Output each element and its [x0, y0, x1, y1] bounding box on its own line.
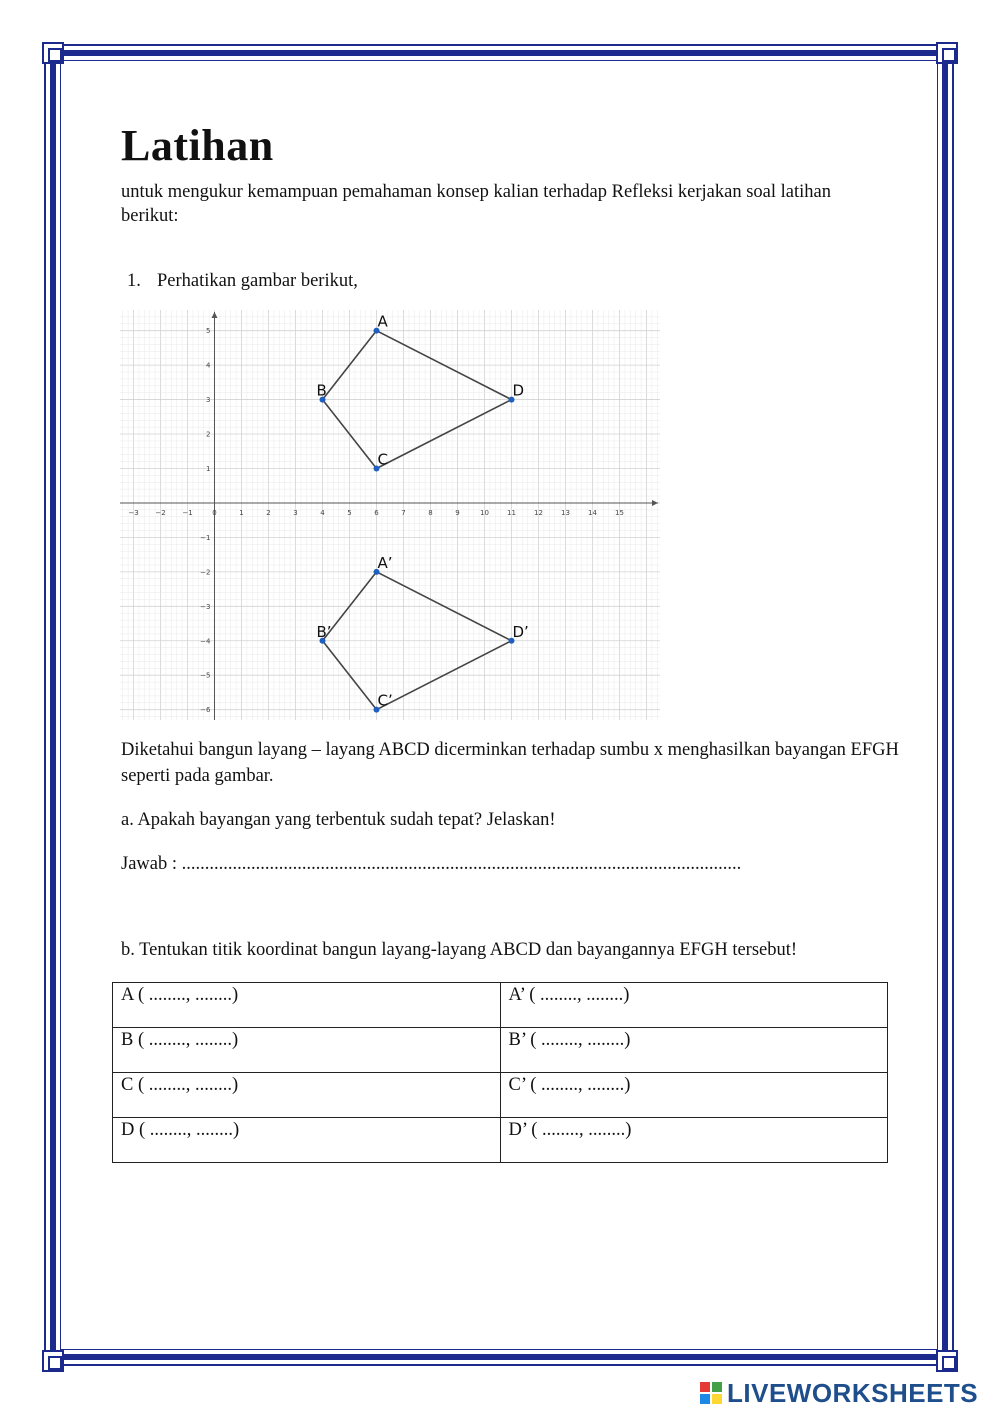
coordinates-table	[112, 982, 888, 1163]
table-row	[113, 1028, 888, 1073]
logo-square	[700, 1382, 710, 1392]
logo-icon	[700, 1382, 722, 1404]
coord-cell-b-prime[interactable]: B’ ( ........, ........)	[500, 1028, 888, 1073]
x-tick-label: 11	[507, 508, 516, 517]
page-title: Latihan	[121, 121, 274, 170]
coord-cell-d[interactable]: D ( ........, ........)	[113, 1118, 501, 1163]
coordinate-graph	[120, 310, 660, 720]
point-label: A’	[377, 553, 393, 572]
answer-line[interactable]: Jawab : .........................................................................................................................	[121, 854, 742, 874]
x-tick-label: −3	[128, 508, 139, 517]
border-corner-bottom-right	[936, 1350, 958, 1372]
y-tick-label: 5	[206, 327, 211, 336]
y-axis-arrow	[212, 312, 218, 318]
border-corner-bottom-left	[42, 1350, 64, 1372]
table-row	[113, 1118, 888, 1163]
intro-text: untuk mengukur kemampuan pemahaman konsep kalian terhadap Refleksi kerjakan soal latihan berikut:	[121, 182, 831, 226]
y-tick-label: −6	[200, 706, 211, 715]
point-label: D	[512, 381, 525, 400]
point-label: D’	[512, 622, 529, 641]
x-tick-label: 7	[401, 508, 406, 517]
point-label: B	[316, 381, 327, 400]
logo-square	[712, 1382, 722, 1392]
logo-square	[700, 1394, 710, 1404]
x-tick-label: 6	[374, 508, 379, 517]
x-tick-label: 9	[455, 508, 460, 517]
y-tick-label: −3	[200, 602, 211, 611]
x-tick-label: 5	[347, 508, 352, 517]
table-row	[113, 1073, 888, 1118]
y-tick-label: 3	[206, 396, 211, 405]
logo-text: LIVEWORKSHEETS	[727, 1377, 979, 1408]
x-tick-label: 1	[239, 508, 244, 517]
description-text: Diketahui bangun layang – layang ABCD dicerminkan terhadap sumbu x menghasilkan bayangan EFGH seperti pada gambar.	[121, 740, 899, 786]
question-1-text: Perhatikan gambar berikut,	[157, 271, 358, 291]
x-tick-label: 10	[480, 508, 489, 517]
point-label: A	[377, 312, 388, 331]
x-tick-label: −2	[155, 508, 166, 517]
point-label: C	[377, 450, 388, 469]
question-1-number: 1.	[127, 271, 141, 291]
coord-cell-a[interactable]: A ( ........, ........)	[113, 983, 501, 1028]
x-tick-label: −1	[182, 508, 193, 517]
coord-cell-c-prime[interactable]: C’ ( ........, ........)	[500, 1073, 888, 1118]
question-b: b. Tentukan titik koordinat bangun layang-layang ABCD dan bayangannya EFGH tersebut!	[121, 940, 798, 960]
x-tick-label: 12	[534, 508, 543, 517]
x-tick-label: 0	[212, 508, 217, 517]
y-tick-label: 1	[206, 464, 211, 473]
x-tick-label: 15	[615, 508, 624, 517]
x-tick-label: 14	[588, 508, 597, 517]
coord-cell-a-prime[interactable]: A’ ( ........, ........)	[500, 983, 888, 1028]
y-tick-label: −1	[200, 533, 211, 542]
x-tick-label: 2	[266, 508, 271, 517]
y-tick-label: −4	[200, 637, 211, 646]
question-a: a. Apakah bayangan yang terbentuk sudah tepat? Jelaskan!	[121, 810, 556, 830]
question-1	[127, 271, 358, 292]
table-row	[113, 983, 888, 1028]
point-label: B’	[316, 622, 332, 641]
coord-cell-d-prime[interactable]: D’ ( ........, ........)	[500, 1118, 888, 1163]
border-corner-top-left	[42, 42, 64, 64]
coord-cell-b[interactable]: B ( ........, ........)	[113, 1028, 501, 1073]
x-tick-label: 13	[561, 508, 570, 517]
border-corner-top-right	[936, 42, 958, 64]
logo-square	[712, 1394, 722, 1404]
y-tick-label: −5	[200, 671, 211, 680]
y-tick-label: 2	[206, 430, 211, 439]
x-tick-label: 8	[428, 508, 433, 517]
liveworksheets-logo	[700, 1378, 978, 1408]
coord-cell-c[interactable]: C ( ........, ........)	[113, 1073, 501, 1118]
y-tick-label: 4	[206, 361, 211, 370]
point-label: C’	[377, 691, 393, 710]
y-tick-label: −2	[200, 568, 211, 577]
x-tick-label: 4	[320, 508, 325, 517]
x-tick-label: 3	[293, 508, 298, 517]
